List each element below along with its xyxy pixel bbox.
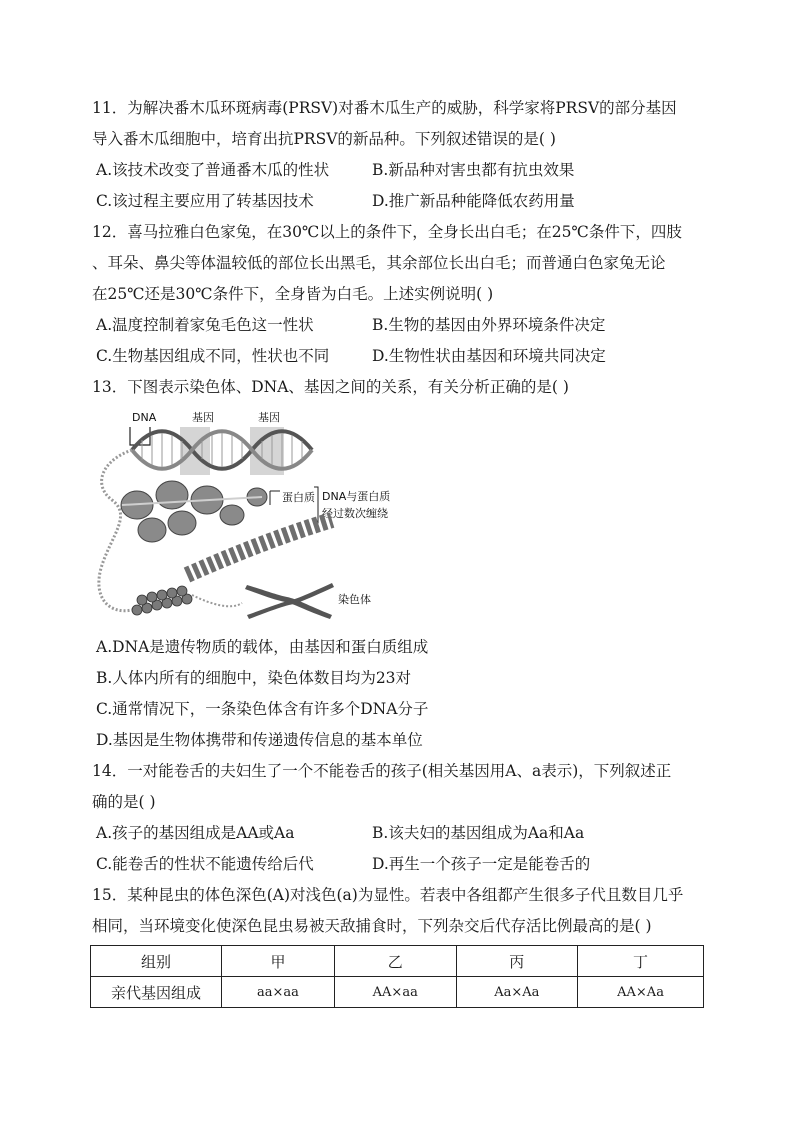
chromatin-fiber	[187, 520, 332, 575]
label-protein: 蛋白质	[282, 491, 315, 504]
q12-option-c[interactable]: C.生物基因组成不同，性状也不同	[96, 347, 330, 365]
q11-stem-line1: 11．为解决番木瓜环斑病毒(PRSV)对番木瓜生产的威胁，科学家将PRSV的部分基因	[92, 99, 677, 117]
table-header-cell: 丁	[578, 946, 704, 977]
q12-option-a[interactable]: A.温度控制着家兔毛色这一性状	[96, 316, 314, 334]
q11-option-d[interactable]: D.推广新品种能降低农药用量	[372, 192, 575, 210]
table-row	[91, 977, 704, 1008]
table-cell: Aa×Aa	[456, 977, 578, 1008]
q14-option-d[interactable]: D.再生一个孩子一定是能卷舌的	[372, 855, 591, 873]
q14-option-c[interactable]: C.能卷舌的性状不能遗传给后代	[96, 855, 314, 873]
q11-option-b[interactable]: B.新品种对害虫都有抗虫效果	[372, 161, 575, 179]
table-header-cell: 组别	[91, 946, 222, 977]
protein-bracket	[270, 491, 280, 505]
q12-option-b[interactable]: B.生物的基因由外界环境条件决定	[372, 316, 606, 334]
q11-stem-line2: 导入番木瓜细胞中，培育出抗PRSV的新品种。下列叙述错误的是( )	[92, 130, 556, 148]
q13-option-a[interactable]: A.DNA是遗传物质的载体，由基因和蛋白质组成	[96, 638, 429, 656]
q13-option-b[interactable]: B.人体内所有的细胞中，染色体数目均为23对	[96, 669, 412, 687]
q12-stem-line1: 12．喜马拉雅白色家兔，在30℃以上的条件下，全身长出白毛；在25℃条件下，四肢	[92, 223, 682, 241]
condensed-beads	[132, 586, 192, 615]
table-cell: aa×aa	[222, 977, 335, 1008]
table-header-cell: 乙	[334, 946, 456, 977]
label-dna: DNA	[132, 411, 157, 424]
label-gene-1: 基因	[192, 411, 214, 424]
q15-stem-line1: 15．某种昆虫的体色深色(A)对浅色(a)为显性。若表中各组都产生很多子代且数目几乎	[92, 886, 684, 904]
table-header-row	[91, 946, 704, 977]
genotype-table	[90, 945, 704, 1008]
label-chromosome: 染色体	[338, 593, 371, 606]
q13-stem-line1: 13．下图表示染色体、DNA、基因之间的关系，有关分析正确的是( )	[92, 378, 569, 396]
q14-stem-line1: 14．一对能卷舌的夫妇生了一个不能卷舌的孩子(相关基因用A、a表示)，下列叙述正	[92, 762, 672, 780]
q14-option-a[interactable]: A.孩子的基因组成是AA或Aa	[96, 824, 295, 842]
q13-option-d[interactable]: D.基因是生物体携带和传递遗传信息的基本单位	[96, 731, 423, 749]
q12-stem-line3: 在25℃还是30℃条件下，全身皆为白毛。上述实例说明( )	[92, 285, 494, 303]
table-header-cell: 丙	[456, 946, 578, 977]
nucleosomes	[121, 481, 267, 542]
table-cell: AA×Aa	[578, 977, 704, 1008]
chromosome-shape	[245, 583, 334, 619]
q11-option-a[interactable]: A.该技术改变了普通番木瓜的性状	[96, 161, 330, 179]
q14-option-b[interactable]: B.该夫妇的基因组成为Aa和Aa	[372, 824, 585, 842]
q12-stem-line2: 、耳朵、鼻尖等体温较低的部位长出黑毛，其余部位长出白毛；而普通白色家兔无论	[92, 254, 666, 272]
q11-option-c[interactable]: C.该过程主要应用了转基因技术	[96, 192, 314, 210]
table-cell: 亲代基因组成	[91, 977, 222, 1008]
table-header-cell: 甲	[222, 946, 335, 977]
table-cell: AA×aa	[334, 977, 456, 1008]
q14-stem-line2: 确的是( )	[92, 793, 156, 811]
label-gene-2: 基因	[258, 411, 280, 424]
dna-thread	[99, 450, 132, 611]
q13-option-c[interactable]: C.通常情况下，一条染色体含有许多个DNA分子	[96, 700, 429, 718]
connector-thread	[192, 595, 242, 606]
label-winding-2: 经过数次缠绕	[322, 507, 388, 520]
label-winding-1: DNA与蛋白质	[322, 490, 391, 503]
q12-option-d[interactable]: D.生物性状由基因和环境共同决定	[372, 347, 606, 365]
q15-stem-line2: 相同，当环境变化使深色昆虫易被天敌捕食时，下列杂交后代存活比例最高的是( )	[92, 917, 652, 935]
chromosome-dna-gene-figure	[92, 405, 422, 630]
